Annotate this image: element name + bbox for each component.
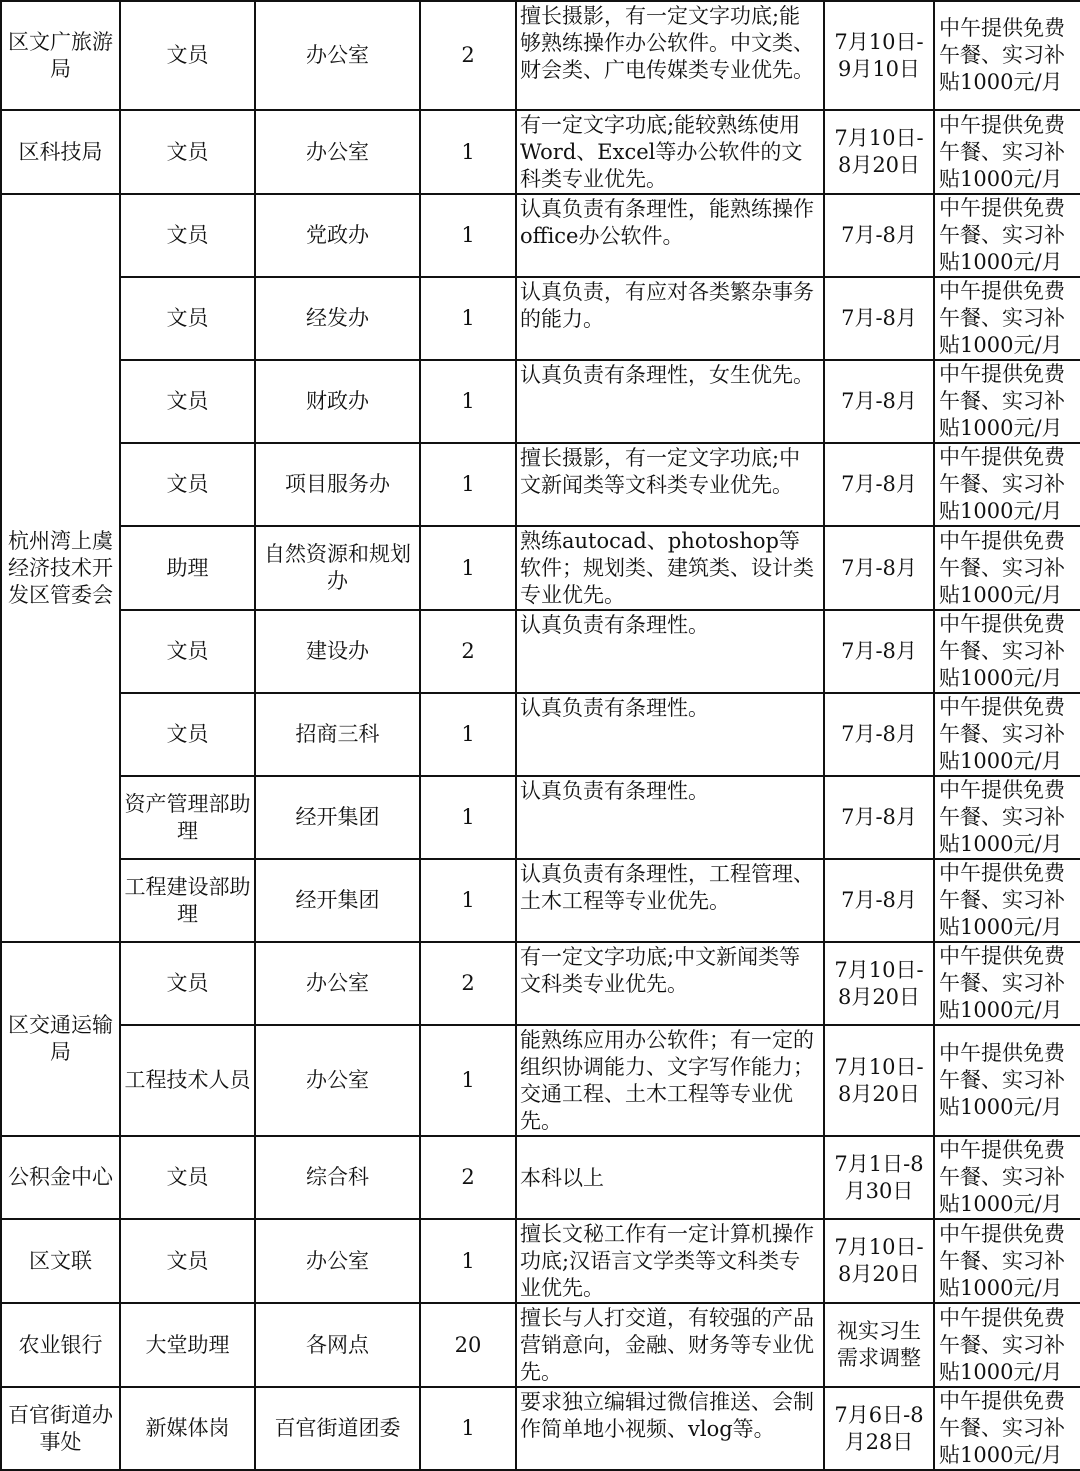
department-cell: 办公室 — [255, 1219, 420, 1303]
count-cell: 1 — [420, 1387, 516, 1470]
period-cell: 7月-8月 — [824, 277, 934, 360]
table-row — [1, 1, 1080, 110]
unit-cell: 百官街道办事处 — [1, 1387, 120, 1470]
department-cell: 办公室 — [255, 942, 420, 1025]
requirement-cell: 认真负责，有应对各类繁杂事务的能力。 — [516, 277, 824, 360]
benefit-cell: 中午提供免费午餐、实习补贴1000元/月 — [934, 859, 1080, 942]
requirement-cell: 能熟练应用办公软件；有一定的组织协调能力、文字写作能力；交通工程、土木工程等专业优先。 — [516, 1025, 824, 1136]
position-cell: 文员 — [120, 277, 255, 360]
benefit-cell: 中午提供免费午餐、实习补贴1000元/月 — [934, 610, 1080, 693]
count-cell: 2 — [420, 610, 516, 693]
period-cell: 7月10日-8月20日 — [824, 1219, 934, 1303]
department-cell: 办公室 — [255, 110, 420, 194]
period-cell: 7月-8月 — [824, 194, 934, 277]
department-cell: 财政办 — [255, 360, 420, 443]
department-cell: 招商三科 — [255, 693, 420, 776]
department-cell: 建设办 — [255, 610, 420, 693]
unit-cell: 区文广旅游局 — [1, 1, 120, 110]
requirement-cell: 有一定文字功底;能较熟练使用Word、Excel等办公软件的文科类专业优先。 — [516, 110, 824, 194]
benefit-cell: 中午提供免费午餐、实习补贴1000元/月 — [934, 194, 1080, 277]
benefit-cell: 中午提供免费午餐、实习补贴1000元/月 — [934, 693, 1080, 776]
table-row — [1, 1136, 1080, 1219]
benefit-cell: 中午提供免费午餐、实习补贴1000元/月 — [934, 526, 1080, 610]
position-cell: 文员 — [120, 110, 255, 194]
position-cell: 文员 — [120, 443, 255, 526]
benefit-cell: 中午提供免费午餐、实习补贴1000元/月 — [934, 1303, 1080, 1387]
position-cell: 工程技术人员 — [120, 1025, 255, 1136]
requirement-cell: 认真负责有条理性，女生优先。 — [516, 360, 824, 443]
unit-cell: 公积金中心 — [1, 1136, 120, 1219]
requirement-cell: 认真负责有条理性，能熟练操作office办公软件。 — [516, 194, 824, 277]
position-cell: 文员 — [120, 1219, 255, 1303]
table-row — [1, 1303, 1080, 1387]
benefit-cell: 中午提供免费午餐、实习补贴1000元/月 — [934, 1387, 1080, 1470]
requirement-cell: 擅长文秘工作有一定计算机操作功底;汉语言文学类等文科类专业优先。 — [516, 1219, 824, 1303]
position-cell: 资产管理部助理 — [120, 776, 255, 859]
table-row — [1, 360, 1080, 443]
benefit-cell: 中午提供免费午餐、实习补贴1000元/月 — [934, 1, 1080, 110]
count-cell: 1 — [420, 277, 516, 360]
position-cell: 新媒体岗 — [120, 1387, 255, 1470]
department-cell: 经发办 — [255, 277, 420, 360]
count-cell: 1 — [420, 1025, 516, 1136]
table-row — [1, 526, 1080, 610]
benefit-cell: 中午提供免费午餐、实习补贴1000元/月 — [934, 443, 1080, 526]
requirement-cell: 要求独立编辑过微信推送、会制作简单地小视频、vlog等。 — [516, 1387, 824, 1470]
unit-cell: 区文联 — [1, 1219, 120, 1303]
table-row — [1, 194, 1080, 277]
benefit-cell: 中午提供免费午餐、实习补贴1000元/月 — [934, 277, 1080, 360]
department-cell: 项目服务办 — [255, 443, 420, 526]
table-row — [1, 443, 1080, 526]
period-cell: 7月-8月 — [824, 526, 934, 610]
department-cell: 经开集团 — [255, 859, 420, 942]
table-row — [1, 942, 1080, 1025]
count-cell: 1 — [420, 360, 516, 443]
requirement-cell: 认真负责有条理性，工程管理、土木工程等专业优先。 — [516, 859, 824, 942]
period-cell: 7月-8月 — [824, 610, 934, 693]
period-cell: 7月-8月 — [824, 693, 934, 776]
benefit-cell: 中午提供免费午餐、实习补贴1000元/月 — [934, 360, 1080, 443]
position-cell: 大堂助理 — [120, 1303, 255, 1387]
count-cell: 1 — [420, 693, 516, 776]
position-cell: 文员 — [120, 942, 255, 1025]
period-cell: 7月-8月 — [824, 776, 934, 859]
period-cell: 视实习生需求调整 — [824, 1303, 934, 1387]
count-cell: 1 — [420, 443, 516, 526]
requirement-cell: 有一定文字功底;中文新闻类等文科类专业优先。 — [516, 942, 824, 1025]
benefit-cell: 中午提供免费午餐、实习补贴1000元/月 — [934, 1025, 1080, 1136]
department-cell: 综合科 — [255, 1136, 420, 1219]
department-cell: 经开集团 — [255, 776, 420, 859]
position-cell: 文员 — [120, 360, 255, 443]
position-cell: 文员 — [120, 1, 255, 110]
period-cell: 7月1日-8月30日 — [824, 1136, 934, 1219]
table-row — [1, 859, 1080, 942]
period-cell: 7月-8月 — [824, 360, 934, 443]
table-row — [1, 110, 1080, 194]
period-cell: 7月10日-8月20日 — [824, 110, 934, 194]
benefit-cell: 中午提供免费午餐、实习补贴1000元/月 — [934, 776, 1080, 859]
department-cell: 党政办 — [255, 194, 420, 277]
count-cell: 1 — [420, 526, 516, 610]
position-cell: 文员 — [120, 1136, 255, 1219]
count-cell: 2 — [420, 1, 516, 110]
position-cell: 文员 — [120, 194, 255, 277]
count-cell: 1 — [420, 859, 516, 942]
table-row — [1, 1025, 1080, 1136]
benefit-cell: 中午提供免费午餐、实习补贴1000元/月 — [934, 1136, 1080, 1219]
table-row — [1, 610, 1080, 693]
position-cell: 文员 — [120, 610, 255, 693]
benefit-cell: 中午提供免费午餐、实习补贴1000元/月 — [934, 1219, 1080, 1303]
table-row — [1, 776, 1080, 859]
period-cell: 7月6日-8月28日 — [824, 1387, 934, 1470]
requirement-cell: 擅长与人打交道，有较强的产品营销意向，金融、财务等专业优先。 — [516, 1303, 824, 1387]
count-cell: 2 — [420, 942, 516, 1025]
position-cell: 助理 — [120, 526, 255, 610]
count-cell: 1 — [420, 1219, 516, 1303]
table-row — [1, 1387, 1080, 1470]
count-cell: 1 — [420, 776, 516, 859]
requirement-cell: 本科以上 — [516, 1136, 824, 1219]
requirement-cell: 擅长摄影，有一定文字功底;能够熟练操作办公软件。中文类、财会类、广电传媒类专业优先。 — [516, 1, 824, 110]
unit-cell: 农业银行 — [1, 1303, 120, 1387]
period-cell: 7月10日-9月10日 — [824, 1, 934, 110]
department-cell: 办公室 — [255, 1025, 420, 1136]
requirement-cell: 熟练autocad、photoshop等软件；规划类、建筑类、设计类专业优先。 — [516, 526, 824, 610]
period-cell: 7月-8月 — [824, 443, 934, 526]
position-cell: 文员 — [120, 693, 255, 776]
benefit-cell: 中午提供免费午餐、实习补贴1000元/月 — [934, 110, 1080, 194]
count-cell: 1 — [420, 110, 516, 194]
requirement-cell: 认真负责有条理性。 — [516, 610, 824, 693]
count-cell: 1 — [420, 194, 516, 277]
department-cell: 自然资源和规划办 — [255, 526, 420, 610]
department-cell: 各网点 — [255, 1303, 420, 1387]
unit-cell: 杭州湾上虞经济技术开发区管委会 — [1, 194, 120, 942]
table-row — [1, 277, 1080, 360]
position-cell: 工程建设部助理 — [120, 859, 255, 942]
requirement-cell: 擅长摄影，有一定文字功底;中文新闻类等文科类专业优先。 — [516, 443, 824, 526]
unit-cell: 区科技局 — [1, 110, 120, 194]
period-cell: 7月10日-8月20日 — [824, 942, 934, 1025]
department-cell: 百官街道团委 — [255, 1387, 420, 1470]
count-cell: 2 — [420, 1136, 516, 1219]
requirement-cell: 认真负责有条理性。 — [516, 776, 824, 859]
benefit-cell: 中午提供免费午餐、实习补贴1000元/月 — [934, 942, 1080, 1025]
table-row — [1, 693, 1080, 776]
department-cell: 办公室 — [255, 1, 420, 110]
table-row — [1, 1219, 1080, 1303]
requirement-cell: 认真负责有条理性。 — [516, 693, 824, 776]
period-cell: 7月10日-8月20日 — [824, 1025, 934, 1136]
period-cell: 7月-8月 — [824, 859, 934, 942]
unit-cell: 区交通运输局 — [1, 942, 120, 1136]
count-cell: 20 — [420, 1303, 516, 1387]
